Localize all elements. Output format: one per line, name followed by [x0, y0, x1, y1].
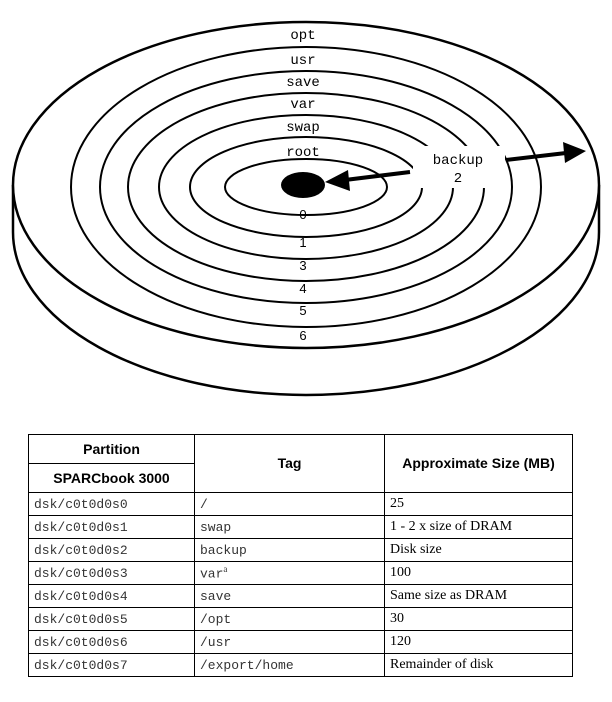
tag-cell: swap [195, 516, 385, 539]
partition-cell: dsk/c0t0d0s7 [29, 654, 195, 677]
header-tag: Tag [195, 435, 385, 493]
tag-cell: / [195, 493, 385, 516]
ring-label-root: root [286, 145, 320, 161]
partition-cell: dsk/c0t0d0s6 [29, 631, 195, 654]
size-cell: 1 - 2 x size of DRAM [385, 516, 573, 539]
slice-number-5: 5 [299, 303, 307, 318]
partition-cell: dsk/c0t0d0s4 [29, 585, 195, 608]
header-partition: Partition [29, 435, 195, 464]
footnote-marker: a [223, 564, 228, 575]
backup-number: 2 [453, 171, 463, 187]
slice-number-6: 6 [299, 328, 307, 343]
tag-cell: save [195, 585, 385, 608]
size-cell: Remainder of disk [385, 654, 573, 677]
ring-label-opt: opt [290, 28, 316, 44]
tag-cell: var$^a$ [195, 562, 385, 585]
table-row [29, 539, 573, 562]
table-row [29, 631, 573, 654]
table-row [29, 493, 573, 516]
slice-number-0: 0 [299, 207, 307, 222]
partition-cell: dsk/c0t0d0s1 [29, 516, 195, 539]
slice-number-3: 3 [299, 258, 307, 273]
table-row [29, 562, 573, 585]
ring-label-save: save [286, 75, 320, 91]
size-cell: 120 [385, 631, 573, 654]
tag-cell: /opt [195, 608, 385, 631]
partition-cell: dsk/c0t0d0s5 [29, 608, 195, 631]
slice-number-1: 1 [299, 235, 307, 250]
size-cell: Disk size [385, 539, 573, 562]
ring-label-swap: swap [286, 120, 320, 136]
size-cell: Same size as DRAM [385, 585, 573, 608]
tag-cell: /export/home [195, 654, 385, 677]
size-cell: 25 [385, 493, 573, 516]
tag-cell: /usr [195, 631, 385, 654]
partition-cell: dsk/c0t0d0s0 [29, 493, 195, 516]
header-size: Approximate Size (MB) [385, 435, 573, 493]
tag-cell: backup [195, 539, 385, 562]
table-row [29, 516, 573, 539]
table-row [29, 585, 573, 608]
header-model: SPARCbook 3000 [29, 464, 195, 493]
table-row [29, 654, 573, 677]
partition-cell: dsk/c0t0d0s3 [29, 562, 195, 585]
table-row [29, 608, 573, 631]
partition-cell: dsk/c0t0d0s2 [29, 539, 195, 562]
partition-table [28, 434, 573, 677]
size-cell: 30 [385, 608, 573, 631]
slice-number-4: 4 [299, 281, 307, 296]
disk-spindle [281, 172, 325, 198]
backup-label: backup [432, 153, 484, 169]
ring-label-usr: usr [290, 53, 316, 69]
size-cell: 100 [385, 562, 573, 585]
ring-label-var: var [290, 97, 316, 113]
